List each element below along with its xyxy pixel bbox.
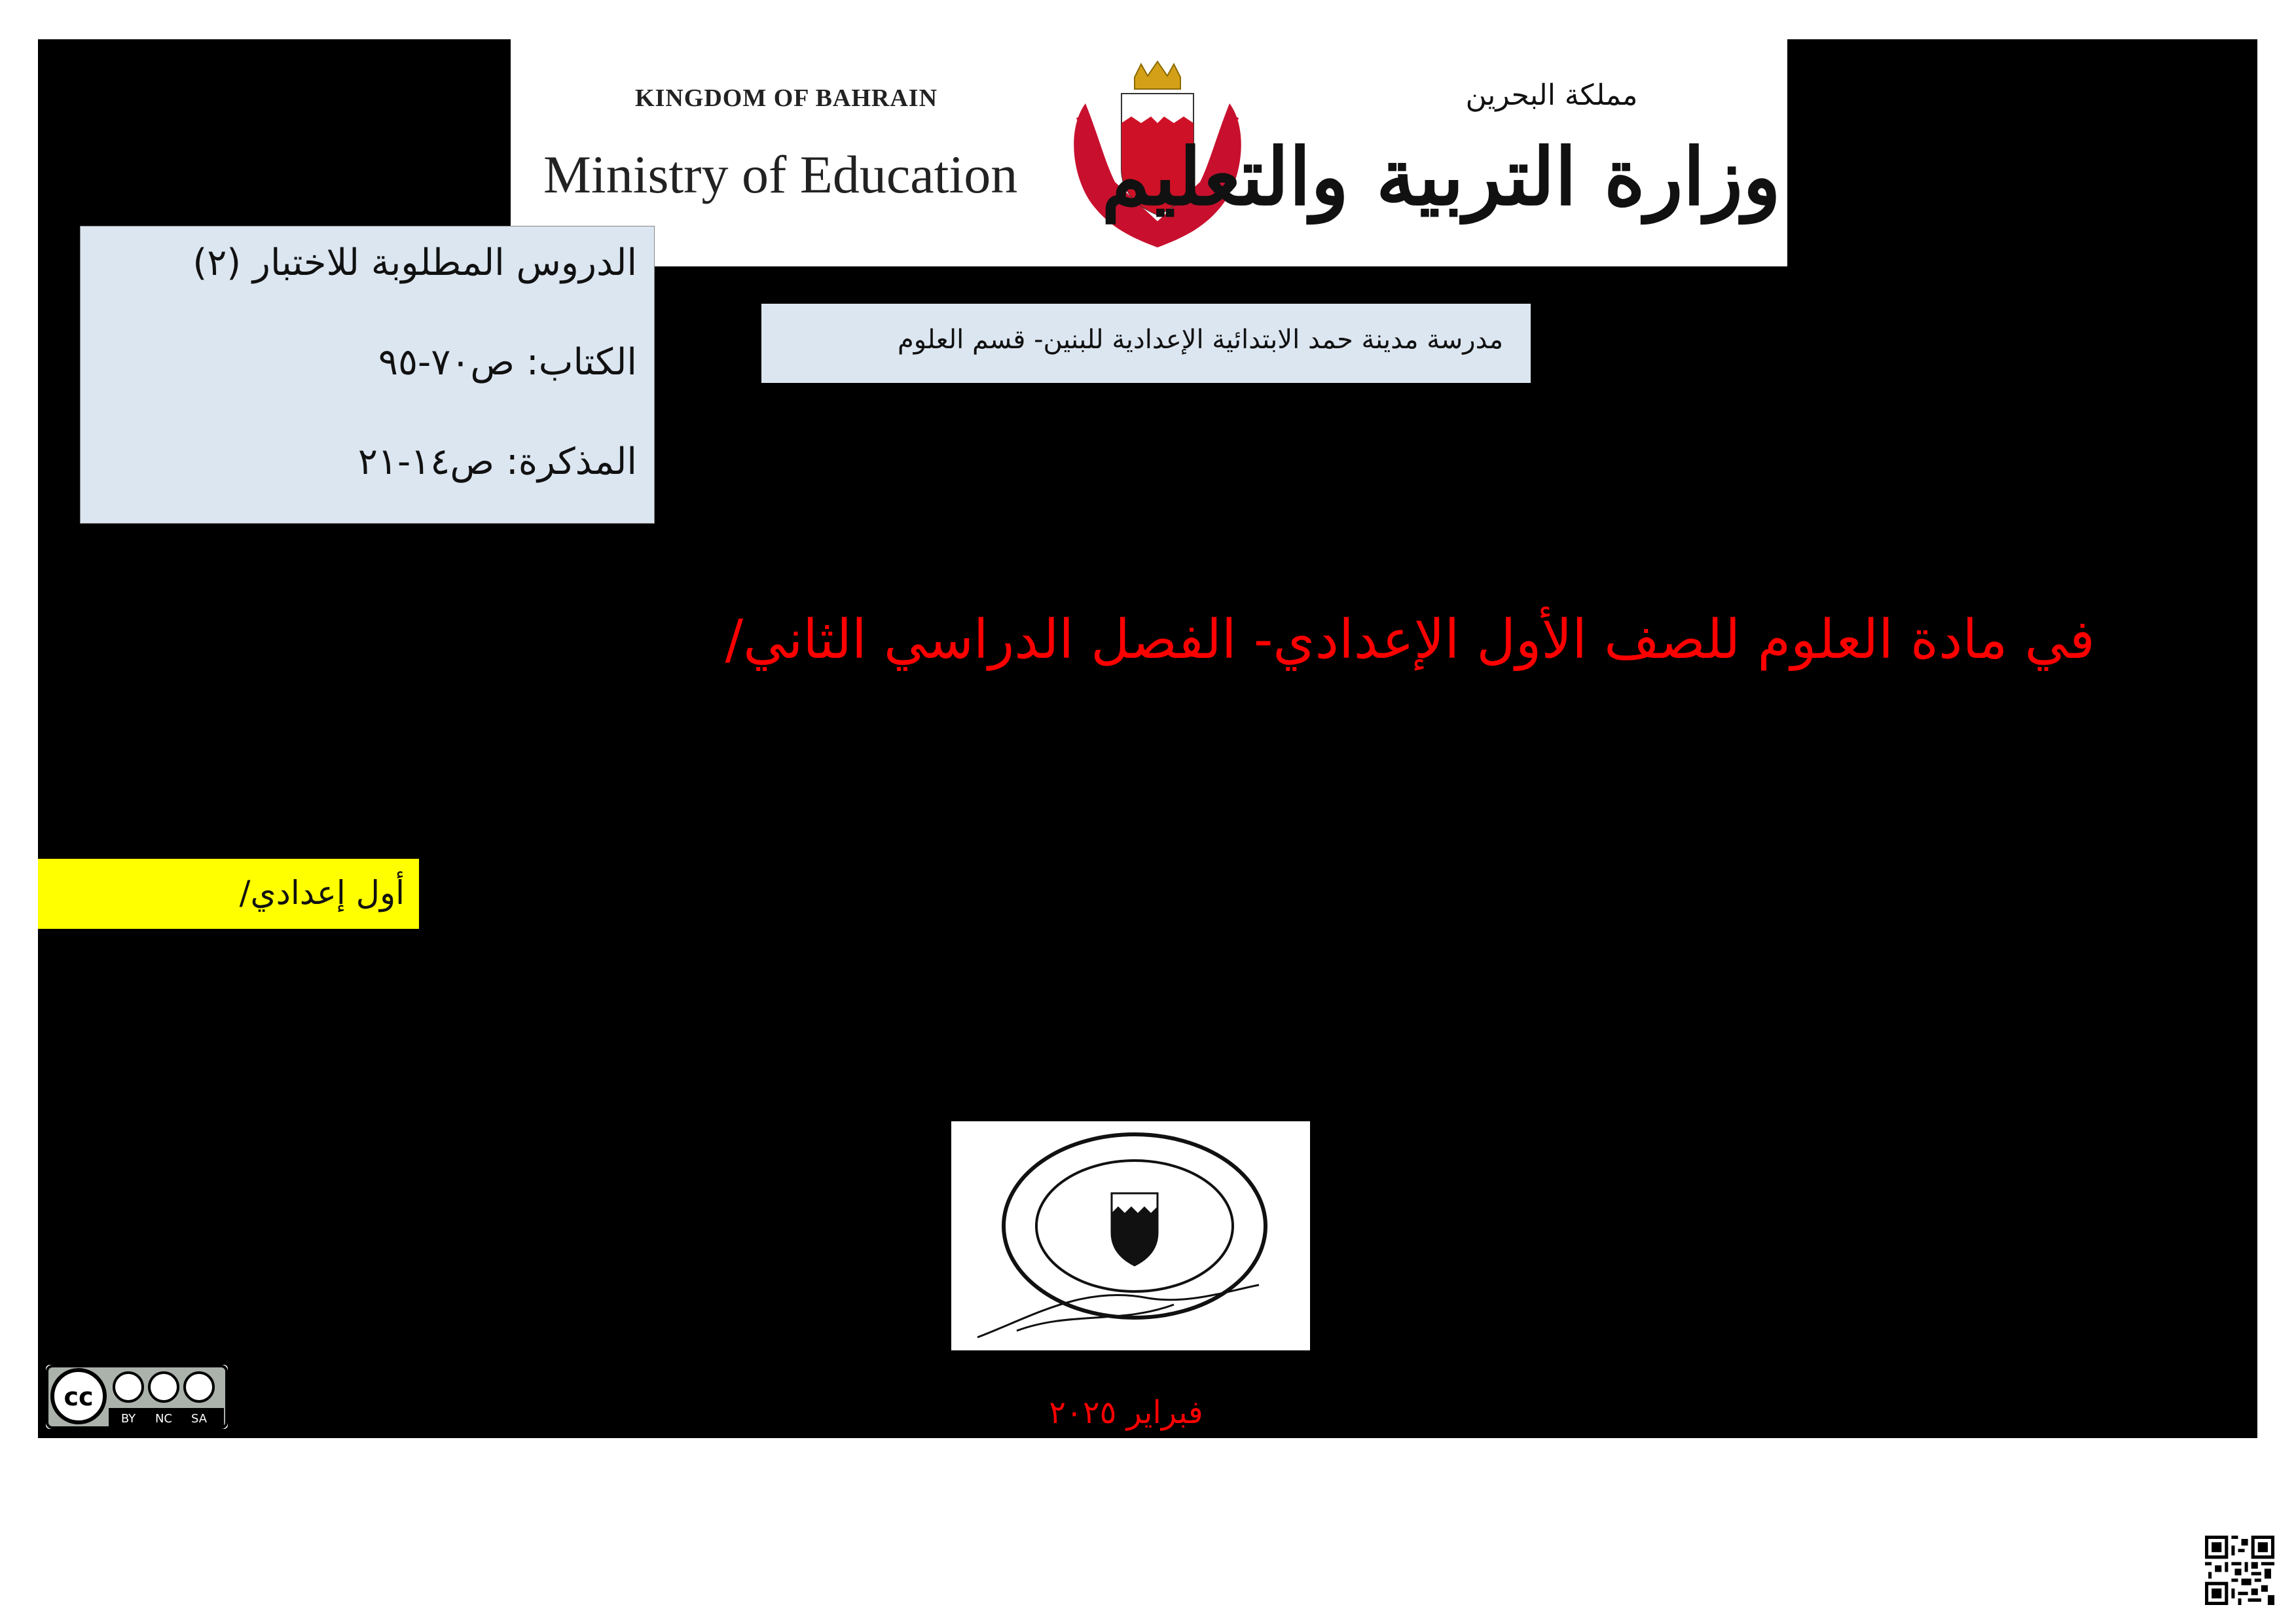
book-pages: الكتاب: ص٧٠-٩٥ bbox=[378, 341, 637, 384]
cc-license-badge bbox=[46, 1365, 228, 1429]
qr-code-icon bbox=[2205, 1536, 2274, 1605]
kingdom-en-label: KINGDOM OF BAHRAIN bbox=[635, 84, 938, 112]
ministry-ar-title: وزارة التربية والتعليم bbox=[1101, 131, 1781, 223]
kingdom-ar-label: مملكة البحرين bbox=[1465, 79, 1638, 112]
cc-nc-label: NC bbox=[155, 1412, 173, 1426]
lessons-title: الدروس المطلوبة للاختبار (٢) bbox=[192, 242, 637, 284]
stamp-seal-icon bbox=[951, 1121, 1310, 1350]
school-name-box: مدرسة مدينة حمد الابتدائية الإعدادية للبنين- قسم العلوم bbox=[761, 304, 1531, 383]
subject-heading: في مادة العلوم للصف الأول الإعدادي- الفصل الدراسي الثاني/ bbox=[725, 609, 2095, 671]
ministry-en-title: Ministry of Education bbox=[543, 145, 1018, 204]
cc-by-label: BY bbox=[120, 1412, 136, 1426]
school-stamp bbox=[951, 1121, 1310, 1350]
ministry-header bbox=[511, 39, 1787, 266]
cc-sa-label: SA bbox=[191, 1412, 208, 1426]
grade-label: أول إعدادي/ bbox=[38, 859, 419, 929]
notes-pages: المذكرة: ص١٤-٢١ bbox=[357, 441, 637, 483]
required-lessons-box bbox=[80, 226, 655, 524]
svg-text:cc: cc bbox=[64, 1382, 94, 1411]
issue-date: فبراير ٢٠٢٥ bbox=[1049, 1394, 1203, 1431]
cc-by-nc-sa-icon bbox=[46, 1365, 228, 1429]
